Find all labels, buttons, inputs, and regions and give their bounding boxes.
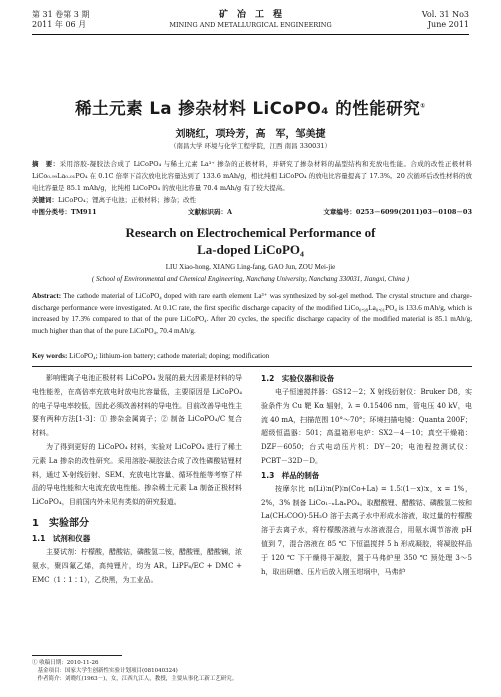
document-code: 文献标识码：A	[187, 208, 233, 216]
abstract-en-text: The cathode material of LiCoPO₄ doped with rare earth element La³⁺ was synthesized by sol-gel method. The crystal structure and charge-discharge performance were investigated. At 0.1C rate, the first specific discharge capacity of the modified LiCo₀.₉₉La₀.₀₁PO₄ is 133.6 mAh/g, which is increased by 17.3% compared to that of the pure LiCoPO₄. After 20 cycles, the specific discharge capacity of the modified material is 85.1 mAh/g, much higher than that of the pure LiCoPO₄, 70.4 mAh/g.	[32, 292, 472, 336]
page-title	[0, 95, 501, 119]
header-rule	[32, 34, 469, 35]
clc-number: 中图分类号：TM911	[32, 208, 97, 216]
journal-name-cn: 矿 冶 工 程	[218, 10, 282, 20]
intro-paragraph-2: 为了得到更好的 LiCoPO₄ 材料，实验对 LiCoPO₄ 进行了稀土元素 La 掺杂的改性研究。采用溶胶-凝胶法合成了改性磷酸钴锂材料，通过 X-射线衍射、SEM、充放电比容量、循环性能等考察了样品的导电性能和大电流充放电性能。掺杂稀土元素 La 制备正极材料 LiCoPO₄，目前国内外未见有类似的研究报道。	[32, 442, 242, 507]
footnote-received: ① 收稿日期：2010-11-26	[32, 660, 99, 666]
abstract-cn	[32, 158, 472, 194]
volume-en: Vol. 31 No3	[421, 10, 469, 19]
abstract-label: 摘 要：	[32, 160, 60, 168]
classification-line	[32, 206, 472, 218]
footnote	[32, 659, 472, 683]
instruments-paragraph: 电子恒速搅拌器：GS12－2；X 射线衍射仪：Bruker D8，实验条件为 Cu 靶 Kα 辐射，λ = 0.15406 nm，管电压 40 kV，电流 40 mA，扫描范围 10°～70°；环境扫描电镜：Quanta 200F；超级恒温器：501；高温箱形电炉：SX2－4－10；真空干燥箱：DZF－6050；台式电动压片机：DY－20；电池程控测试仪：PCBT－32D－D。	[261, 388, 472, 465]
footnote-rule	[32, 655, 122, 656]
body-right-column	[261, 372, 472, 579]
issue-volume: 第 31 卷第 3 期	[32, 10, 90, 19]
preparation-paragraph: 按摩尔比 n(Li)∶n(P)∶n(Co+La) = 1.5∶(1－x)∶x，x = 1%，2%，3% 制备 LiCo₁₋ₓLaₓPO₄。取醋酸锂、醋酸钴、磷酸氢二铵和 La(CH₃COO)·5H₂O 溶于去离子水中形成水溶液，取过量的柠檬酸溶于去离子水，将柠檬酸溶液与水溶液混合，用氨水调节溶液 pH 值到 7，混合溶液在 85 ℃ 下恒温搅拌 5 h 形成凝胶，将凝胶样品于 120 ℃ 下干燥得干凝胶，置于马弗炉里 350 ℃ 预处理 3～5 h，取出研磨、压片后放入刚玉坩埚中，马弗炉	[261, 484, 472, 576]
section-heading-1: 1 实验部分	[32, 517, 89, 529]
keywords-label: 关键词：	[32, 196, 58, 204]
title-en-line2: La-doped LiCoPO₄	[197, 242, 304, 257]
reagents-paragraph: 主要试剂：柠檬酸，醋酸钴，磷酸氢二铵，醋酸锂，醋酸镧，浓氨水，聚四氟乙烯，高纯锂片，均为 AR。LiPF₆/EC + DMC + EMC（1∶1∶1），乙炔黑，为工业品。	[32, 547, 242, 584]
body-left-column	[32, 372, 242, 587]
journal-name-en: MINING AND METALLURGICAL ENGINEERING	[169, 21, 332, 29]
intro-paragraph-1: 影响锂离子电池正极材料 LiCoPO₄ 发展的最大因素是材料的导电性能差，在高倍率充放电时放电比容量低，主要原因是 LiCoPO₄ 的电子导电率较低，因此必须改善材料的导电性。目前改善导电性主要有两种方法[1-3]：① 掺杂金属离子；② 制备 LiCoPO₄/C 复合材料。	[32, 374, 242, 438]
keywords-en-label: Key words:	[32, 352, 68, 360]
affiliation-en: ( School of Environmental and Chemical Engineering, Nanchang University, Nanchang 330031, Jiangxi, China )	[91, 275, 410, 283]
keywords-en	[32, 351, 472, 363]
section-rule	[32, 366, 472, 367]
subsection-heading-1-2: 1.2 实验仪器和设备	[261, 374, 335, 383]
date-en: June 2011	[427, 20, 469, 29]
authors: 刘晓红，项玲芳，高 军，邹美捷	[175, 129, 326, 140]
title-en	[0, 224, 501, 258]
footnote-author-bio: 作者简介：刘晓红(1963－)，女，江西九江人，教授，主要从事化工新工艺研究。	[32, 676, 238, 682]
keywords-en-text: LiCoPO₄; lithium-ion battery; cathode material; doping; modification	[69, 352, 270, 360]
abstract-en-label: Abstract:	[32, 292, 62, 300]
journal-volume-en	[422, 10, 469, 30]
keywords-cn	[32, 194, 472, 206]
abstract-en	[32, 291, 472, 338]
footnote-funding: 基金项目：国家大学生创新性实验计划项目(081040324)	[32, 668, 178, 674]
keywords-text: LiCoPO₄；锂离子电池；正极材料；掺杂；改性	[58, 196, 197, 204]
title-en-line1: Research on Electrochemical Performance of	[125, 225, 376, 240]
issue-date: 2011 年 06 月	[32, 20, 87, 29]
title-text: 稀土元素 La 掺杂材料 LiCoPO₄ 的性能研究	[75, 99, 421, 118]
authors-en: LIU Xiao-hong, XIANG Ling-fang, GAO Jun, ZOU Mei-jie	[165, 263, 336, 271]
subsection-heading-1-1: 1.1 试剂和仪器	[32, 533, 91, 543]
article-number: 文章编号：0253－6099(2011)03－0108－03	[323, 208, 472, 216]
title-note-marker: ①	[420, 102, 426, 110]
affiliation: （南昌大学 环境与化学工程学院，江西 南昌 330031）	[169, 142, 331, 150]
subsection-heading-1-3: 1.3 样品的制备	[261, 470, 320, 480]
abstract-text: 采用溶胶-凝胶法合成了 LiCoPO₄ 与稀土元素 La³⁺ 掺杂的正极材料，并研究了掺杂材料的晶型结构和充放电性能。合成的改性正极材料 LiCo₀.₉₉La₀.₀₁PO₄ 在 0.1C 倍率下首次放电比容量达到了 133.6 mAh/g，相比纯相 LiCoPO₄ 的放电比容量提高了 17.3%。20 次循环后改性材料的放电比容量是 85.1 mAh/g，比纯相 LiCoPO₄ 的放电比容量 70.4 mAh/g 有了较大提高。	[32, 160, 473, 192]
